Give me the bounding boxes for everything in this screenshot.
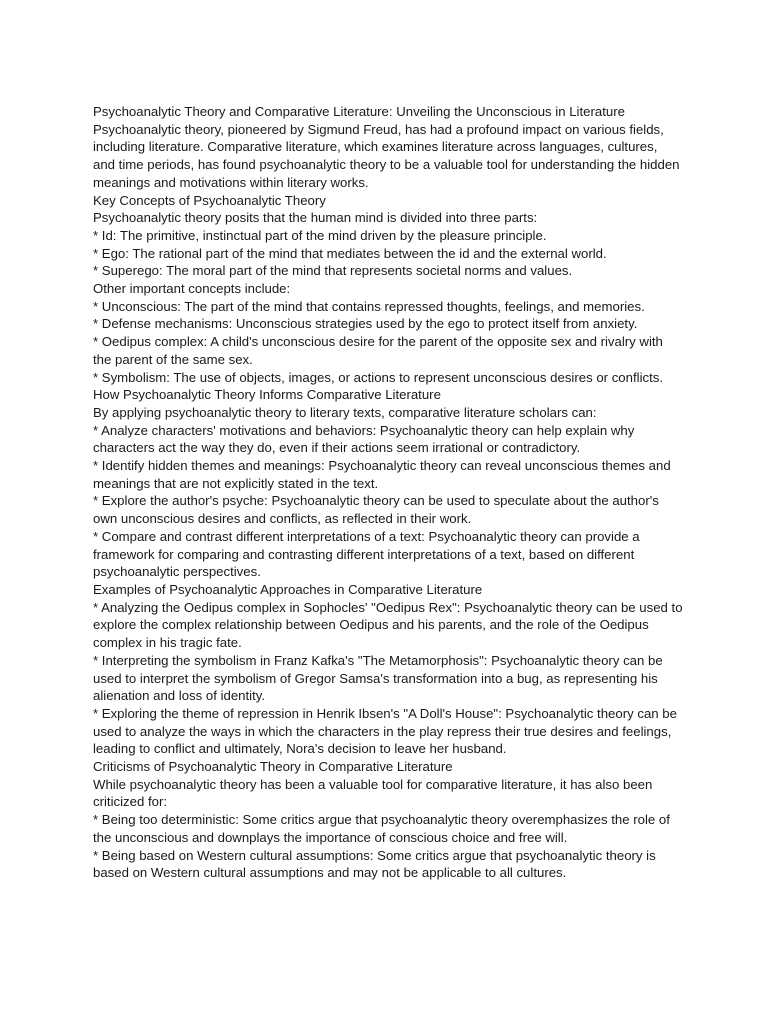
other-concepts-lead: Other important concepts include: — [93, 281, 291, 297]
key-concepts-heading: Key Concepts of Psychoanalytic Theory — [93, 192, 326, 208]
list-item-metamorphosis: * Interpreting the symbolism in Franz Kafka's "The Metamorphosis": Psychoanalytic theory can be used to interpret the symbolism of Gregor Samsa's transformation into a bug, as representing his alienation and loss of identity. — [93, 652, 663, 704]
list-item-ego: * Ego: The rational part of the mind that mediates between the id and the external world. — [93, 245, 607, 261]
document-body — [93, 103, 683, 882]
list-item-dolls-house: * Exploring the theme of repression in Henrik Ibsen's "A Doll's House": Psychoanalytic theory can be used to analyze the ways in which the characters in the play repress their true desires and feelings, leading to conflict and ultimately, Nora's decision to leave her husband. — [93, 705, 677, 757]
key-concepts-lead: Psychoanalytic theory posits that the human mind is divided into three parts: — [93, 210, 538, 226]
list-item-oedipus-complex: * Oedipus complex: A child's unconscious desire for the parent of the opposite sex and rivalry with the parent of the same sex. — [93, 334, 663, 367]
list-item-deterministic: * Being too deterministic: Some critics argue that psychoanalytic theory overemphasizes the role of the unconscious and downplays the importance of conscious choice and free will. — [93, 812, 670, 845]
list-item-symbolism: * Symbolism: The use of objects, images, or actions to represent unconscious desires or conflicts. — [93, 369, 664, 385]
list-item-author-psyche: * Explore the author's psyche: Psychoanalytic theory can be used to speculate about the author's own unconscious desires and conflicts, as reflected in their work. — [93, 493, 659, 527]
list-item-unconscious: * Unconscious: The part of the mind that contains repressed thoughts, feelings, and memories. — [93, 298, 645, 314]
informs-heading: How Psychoanalytic Theory Informs Comparative Literature — [93, 387, 441, 403]
document-title: Psychoanalytic Theory and Comparative Literature: Unveiling the Unconscious in Literature — [93, 104, 625, 119]
list-item-identify-themes: * Identify hidden themes and meanings: Psychoanalytic theory can reveal unconscious themes and meanings that are not explicitly stated in the text. — [93, 458, 671, 491]
list-item-id: * Id: The primitive, instinctual part of the mind driven by the pleasure principle. — [93, 227, 547, 243]
list-item-oedipus-rex: * Analyzing the Oedipus complex in Sophocles' "Oedipus Rex": Psychoanalytic theory can be used to explore the complex relationship between Oedipus and his parents, and the role of the Oedipus complex in his tragic fate. — [93, 599, 683, 651]
examples-heading: Examples of Psychoanalytic Approaches in Comparative Literature — [93, 581, 483, 597]
list-item-analyze-characters: * Analyze characters' motivations and behaviors: Psychoanalytic theory can help explain why characters act the way they do, even if their actions seem irrational or contradictory. — [93, 422, 635, 456]
criticisms-heading: Criticisms of Psychoanalytic Theory in Comparative Literature — [93, 759, 453, 775]
list-item-western-assumptions: * Being based on Western cultural assumptions: Some critics argue that psychoanalytic theory is based on Western cultural assumptions and may not be applicable to all cultures. — [93, 847, 656, 881]
informs-lead: By applying psychoanalytic theory to literary texts, comparative literature scholars can: — [93, 404, 597, 420]
intro-paragraph: Psychoanalytic theory, pioneered by Sigmund Freud, has had a profound impact on various fields, including literature. Comparative literature, which examines literature across languages, cultures, and time periods, has found psychoanalytic theory to be a valuable tool for understanding the hidden meanings and motivations within literary works. — [93, 121, 680, 190]
list-item-compare-interpretations: * Compare and contrast different interpretations of a text: Psychoanalytic theory can provide a framework for comparing and contrasting different interpretations of a text, based on different psychoanalytic perspectives. — [93, 528, 640, 580]
list-item-defense-mechanisms: * Defense mechanisms: Unconscious strategies used by the ego to protect itself from anxiety. — [93, 316, 638, 332]
list-item-superego: * Superego: The moral part of the mind that represents societal norms and values. — [93, 263, 573, 279]
criticisms-lead: While psychoanalytic theory has been a valuable tool for comparative literature, it has also been criticized for: — [93, 776, 653, 810]
